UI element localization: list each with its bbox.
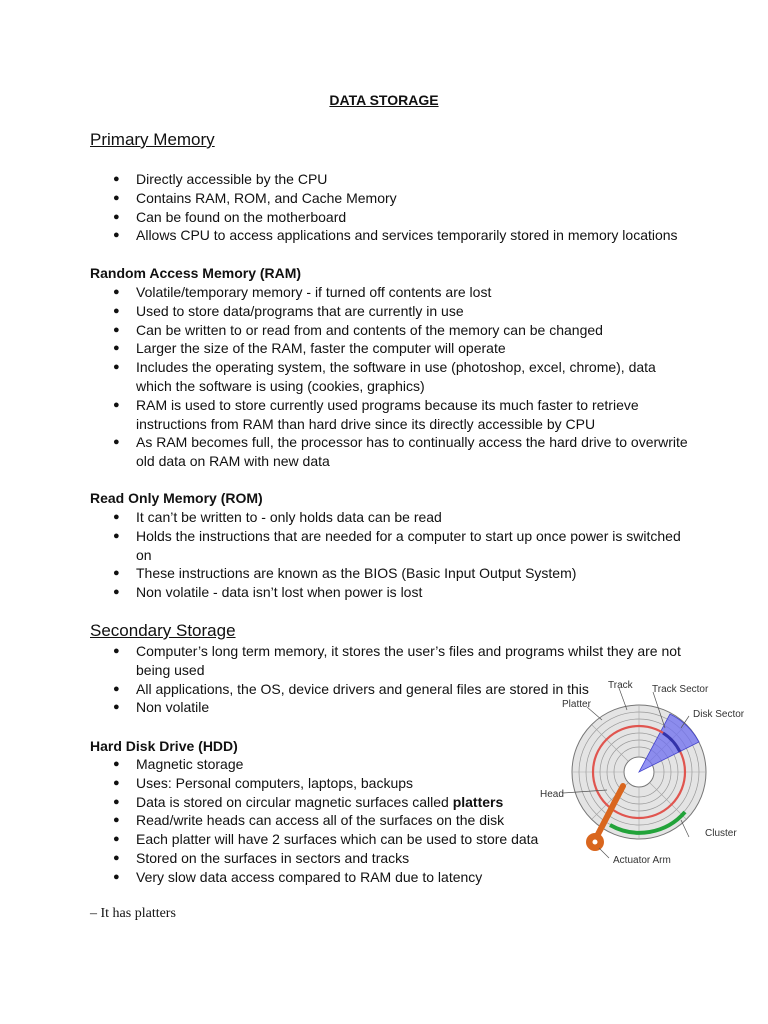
heading-hdd: Hard Disk Drive (HDD) <box>90 738 238 754</box>
list-item: ● Stored on the surfaces in sectors and tracks <box>90 849 560 868</box>
list-item: ● Directly accessible by the CPU <box>90 170 690 189</box>
list-item: ● It can’t be written to - only holds data can be read <box>90 508 690 527</box>
list-item: ● Can be written to or read from and contents of the memory can be changed <box>90 321 690 340</box>
label-track-sector: Track Sector <box>652 684 709 695</box>
list-item: ● Computer’s long term memory, it stores the user’s files and programs whilst they are not being used <box>90 642 690 680</box>
heading-secondary-storage: Secondary Storage <box>90 621 236 640</box>
ram-list <box>90 283 690 471</box>
list-item: ● Includes the operating system, the software in use (photoshop, excel, chrome), data which the software is using (cookies, graphics) <box>90 358 690 396</box>
list-item: ● Can be found on the motherboard <box>90 208 690 227</box>
list-item: ● Magnetic storage <box>90 755 560 774</box>
list-item: ● Read/write heads can access all of the surfaces on the disk <box>90 811 560 830</box>
list-item: ● Holds the instructions that are needed for a computer to start up once power is switched on <box>90 527 690 565</box>
label-track: Track <box>608 680 633 691</box>
label-cluster: Cluster <box>705 828 737 839</box>
list-item: ● Allows CPU to access applications and services temporarily stored in memory locations <box>90 226 690 245</box>
label-platter: Platter <box>562 699 591 710</box>
heading-ram: Random Access Memory (RAM) <box>90 265 302 281</box>
platters-bold-text: platters <box>452 793 504 810</box>
hard-disk-diagram <box>535 672 768 872</box>
list-item: ● Larger the size of the RAM, faster the computer will operate <box>90 339 690 358</box>
document-title: DATA STORAGE <box>329 92 439 108</box>
list-item: ● Non volatile - data isn’t lost when power is lost <box>90 583 690 602</box>
heading-rom: Read Only Memory (ROM) <box>90 490 263 506</box>
list-item: ● Each platter will have 2 surfaces which can be used to store data <box>90 830 560 849</box>
platters-text: Data is stored on circular magnetic surfaces called <box>136 793 453 810</box>
list-item <box>90 793 560 812</box>
label-head: Head <box>540 789 564 800</box>
hdd-list <box>90 755 560 887</box>
list-item: ● Uses: Personal computers, laptops, backups <box>90 774 560 793</box>
list-item: ● All applications, the OS, device drivers and general files are stored in this <box>90 680 690 699</box>
heading-primary-memory: Primary Memory <box>90 130 215 149</box>
footnote: – It has platters <box>90 906 176 921</box>
list-item: ● Very slow data access compared to RAM due to latency <box>90 868 560 887</box>
list-item: ● These instructions are known as the BIOS (Basic Input Output System) <box>90 564 690 583</box>
list-item: ● Contains RAM, ROM, and Cache Memory <box>90 189 690 208</box>
label-actuator-arm: Actuator Arm <box>613 855 671 866</box>
list-item: ● As RAM becomes full, the processor has to continually access the hard drive to overwrite old data on RAM with new data <box>90 433 690 471</box>
rom-list <box>90 508 690 602</box>
label-disk-sector: Disk Sector <box>693 709 745 720</box>
list-item: ● Used to store data/programs that are currently in use <box>90 302 690 321</box>
list-item: ● RAM is used to store currently used programs because its much faster to retrieve instructions from RAM than hard drive since its directly accessible by CPU <box>90 396 690 434</box>
list-item: ● Volatile/temporary memory - if turned off contents are lost <box>90 283 690 302</box>
primary-memory-list <box>90 170 690 245</box>
list-item: ● Non volatile <box>90 698 690 717</box>
